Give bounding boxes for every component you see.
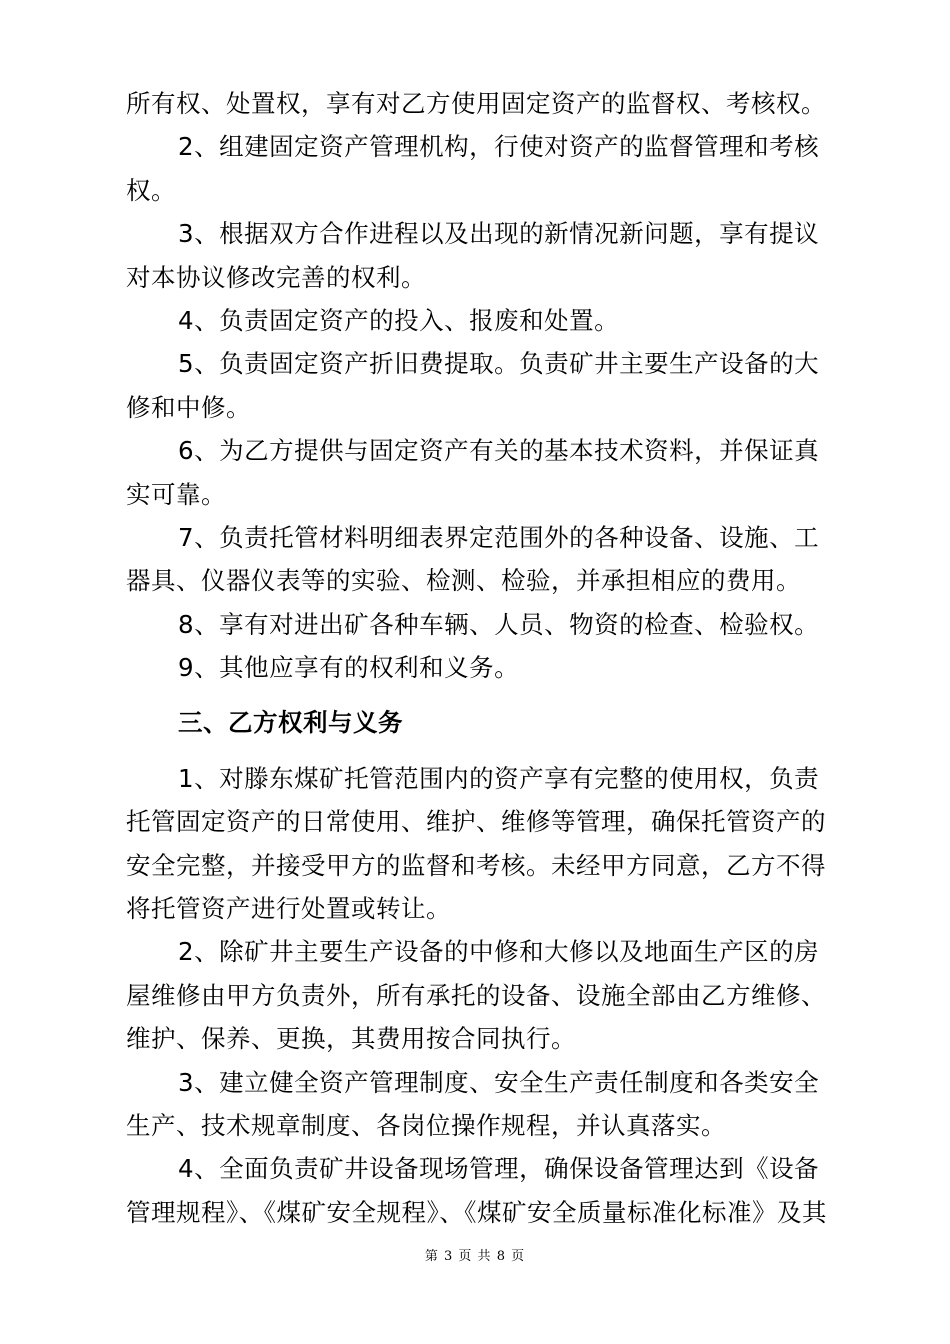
text-line: 生产、技术规章制度、各岗位操作规程，并认真落实。 (126, 1110, 726, 1140)
text-line: 权。 (126, 175, 176, 205)
text-line: 管理规程》、《煤矿安全规程》、《煤矿安全质量标准化标准》及其 (126, 1197, 827, 1227)
text-line: 2、组建固定资产管理机构，行使对资产的监督管理和考核 (178, 132, 820, 162)
text-line: 4、全面负责矿井设备现场管理，确保设备管理达到《设备 (178, 1154, 820, 1184)
text-line: 4、负责固定资产的投入、报废和处置。 (178, 305, 620, 335)
text-line: 6、为乙方提供与固定资产有关的基本技术资料，并保证真 (178, 436, 820, 466)
page-footer: 第 3 页 共 8 页 (424, 1249, 526, 1264)
text-line: 2、除矿井主要生产设备的中修和大修以及地面生产区的房 (178, 937, 820, 967)
text-line: 实可靠。 (126, 479, 226, 509)
text-line: 维护、保养、更换，其费用按合同执行。 (126, 1024, 576, 1054)
text-line: 将托管资产进行处置或转让。 (126, 894, 451, 924)
text-line: 托管固定资产的日常使用、维护、维修等管理，确保托管资产的 (126, 807, 826, 837)
text-line: 所有权、处置权，享有对乙方使用固定资产的监督权、考核权。 (126, 89, 826, 118)
text-line: 修和中修。 (126, 392, 251, 422)
text-line: 5、负责固定资产折旧费提取。负责矿井主要生产设备的大 (178, 349, 820, 379)
text-line: 安全完整，并接受甲方的监督和考核。未经甲方同意，乙方不得 (126, 850, 826, 880)
text-line: 8、享有对进出矿各种车辆、人员、物资的检查、检验权。 (178, 609, 820, 639)
text-line: 1、对滕东煤矿托管范围内的资产享有完整的使用权，负责 (178, 763, 820, 793)
text-line: 9、其他应享有的权利和义务。 (178, 653, 520, 683)
section-heading: 三、乙方权利与义务 (178, 708, 403, 738)
text-line: 3、建立健全资产管理制度、安全生产责任制度和各类安全 (178, 1067, 820, 1097)
document-body (126, 82, 836, 1234)
text-line: 3、根据双方合作进程以及出现的新情况新问题，享有提议 (178, 219, 820, 249)
text-line: 对本协议修改完善的权利。 (126, 262, 426, 292)
text-line: 7、负责托管材料明细表界定范围外的各种设备、设施、工 (178, 522, 820, 552)
text-line: 屋维修由甲方负责外，所有承托的设备、设施全部由乙方维修、 (126, 980, 826, 1010)
text-line: 器具、仪器仪表等的实验、检测、检验，并承担相应的费用。 (126, 566, 801, 596)
